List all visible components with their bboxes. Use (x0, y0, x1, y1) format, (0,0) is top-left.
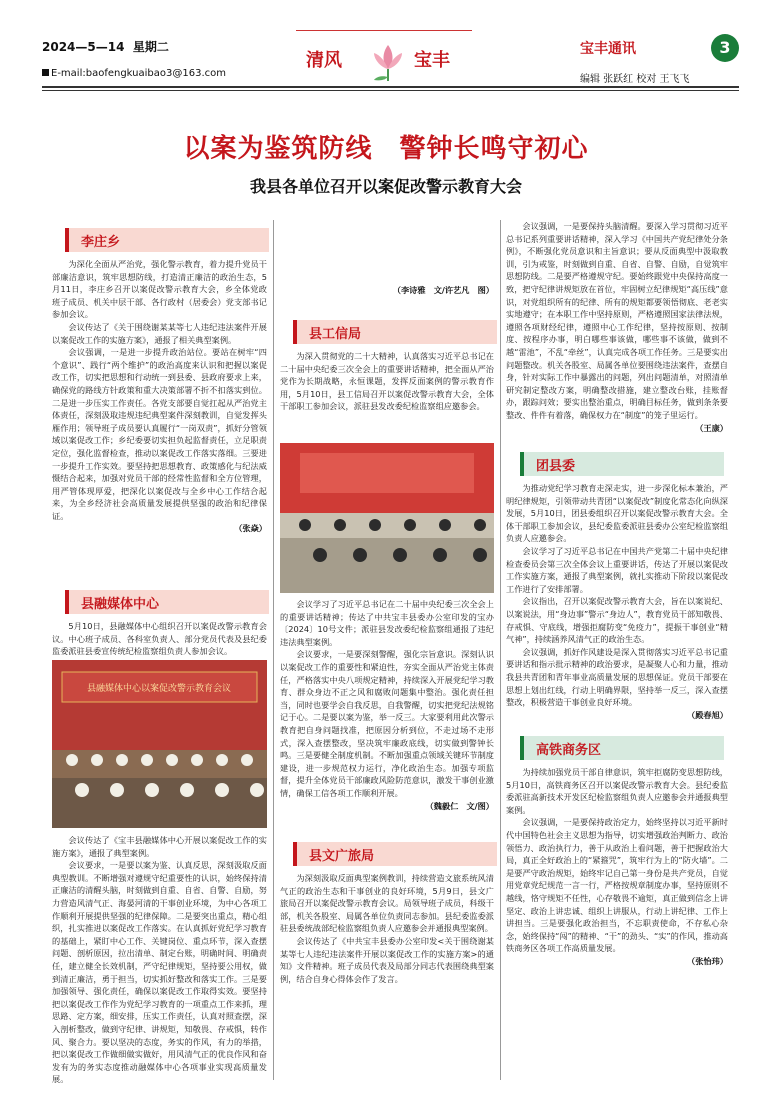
section-header-gongxin: 县工信局 (293, 320, 497, 344)
author-rongmeiti: （李诗雅 文/许艺凡 图） (392, 285, 494, 295)
article-rongmeiti-intro: 5月10日，县融媒体中心组织召开以案促改警示教育会议。中心班子成员、各科室负责人、部分党员代表及县纪委监委派驻县委宣传统纪检监察组负责人参加会议。 (52, 621, 267, 657)
article-lizhuang: 为深化全面从严治党，强化警示教育，着力提升党员干部廉洁意识，筑牢思想防线，打造清正廉洁的政治生态，5月11日，李庄乡召开以案促改警示教育大会，乡全体党政班子成员、机关中层干部、各行政村（居委会）党支部书记参加会议。 会议传达了《关于围绕谢某某等七人违纪违法案件开展以案促改工作的实施方案》，通报了相关典型案例。 会议强调，一是进一步提升政治站位。要站在树牢“四个意识”、践行“两个维护”的政治高度来认识和把握以案促改工作，切实把思想和行动统一到县委、县政府要求上来，确保党的路线方针政策和重大决策部署不折不扣落实到位。二是进一步压实工作责任。各党支部要自觉扛起从严治党主体责任，深刻汲取违规违纪典型案件深刻教训，自觉发挥头雁作用；领导班子成员要认真履行“一岗双责”，抓好分管领域以案促改工作；乡纪委要切实担负起监督责任，立足职责定位，强化监督检查，推动以案促改工作落实落细。三要进一步提升工作实效。要坚持把思想教育、政策感化与纪法威慑结合起来，加强对党员干部的经常性监督和全方位管理，用严管体现厚爱，把深化以案促改与全乡中心工作结合起来，为全乡经济社会高质量发展提供坚强的政治和纪律保证。 （张焱） (52, 259, 267, 534)
masthead (296, 30, 472, 88)
author-guangbo: （王康） (695, 422, 728, 433)
lotus-icon (368, 37, 408, 83)
masthead-right: 宝丰 (414, 50, 450, 71)
photo-banner-text: 县融媒体中心以案促改警示教育会议 (86, 684, 232, 694)
author-lizhuang: （张焱） (234, 523, 267, 534)
main-headline: 以案为鉴筑防线 警钟长鸣守初心 (183, 134, 589, 164)
article-gaotie: 为持续加强党员干部自律意识，筑牢拒腐防变思想防线，5月10日，高铁商务区召开以案促改警示教育大会。县纪委监委派驻高新技术开发区纪检监察组负责人应邀参会并通报典型案例。 会议强调，一是要保持政治定力，始终坚持以习近平新时代中国特色社会主义思想为指导，切实增强政治判断力、政治领悟力、政治执行力，善于从政治上看问题，善于把握政治大局，真正全好政治上的“紧箍咒”，筑牢行为上的“防火墙”。二是要严守政治规矩，始终牢记自己第一身份是共产党员，自觉用党章党纪规范一言一行，严格按规章制度办事，坚持原则不越线，恪守规矩不任性，心存敬畏不逾矩，真正做到信念上讲坚定、政治上讲忠诚、组织上讲服从，行动上讲纪律、工作上讲担当。三是要强化政治担当，不忘职责使命，不存私心杂念，始终保持“闯”的精神、“干”的劲头、“实”的作风，推动高铁商务区各项工作高质量发展。 （张怡玮） (506, 767, 728, 966)
article-guangbo-part2: 会议强调，一是要保持头脑清醒。要深入学习贯彻习近平总书记系列重要讲话精神，深入学习《中国共产党纪律处分条例》，不断强化党员意识和主旨意识；要从反面典型中汲取教训，引为戒鉴，时刻做到自重、自省、自警、自励，自觉筑牢思想防线。二是要严格遵规守纪。要始终跟党中央保持高度一致，把守纪律讲规矩放在首位，牢固树立纪律规矩“高压线”意识，对党组织所有的纪律、所有的规矩都要领悟彻底、老老实实地遵守；在本职工作中坚持原则，严格遵照国家法律法规，遵照各项财经纪律，遵照中心工作纪律，坚持按原则、按制度、按程序办事，明白哪些事该做，哪些事不该做，做到不越“雷池”，不乱“牵丝”，认真完成各项工作任务。三是要实出问题整改。机关各股室、局属各单位要围绕违法案件，查摆自身，针对实际工作中暴露出的问题，列出问题清单，对照清单研究制定整改方案，明确整改措施，建立整改台账，挂账督办，跟踪问效；要实出整治重点，明确目标任务，做到条条要整改、件件有着落，确保权力在“制度”的笼子里运行。 （王康） (506, 221, 728, 433)
meeting-photo-illustration (280, 443, 494, 593)
photo-gongxin-meeting (280, 443, 494, 593)
section-header-gaotie: 高铁商务区 (520, 736, 724, 760)
article-gongxin-body: 会议学习了习近平总书记在二十届中央纪委三次全会上的重要讲话精神；传达了中共宝丰县委办公室印发的宝办〔2024〕10号文件；派驻县发改委纪检监察组通报了违纪违法典型案例。 会议要求，一是要深刻警醒，强化宗旨意识。深刻认识以案促改工作的重要性和紧迫性，夯实全面从严治党主体责任，严格落实中央八项规定精神，持续深入开展党纪学习教育、群众身边不正之风和腐败问题集中整治。强化责任担当，同时也要学会自我反思，自我警醒，切实把党纪法规铭记于心。二是要以案为鉴，举一反三。大家要利用此次警示教育把自身问题找准，把原因分析到位，不走过场不走形式，深入查摆整改，坚决筑牢廉政底线，切实做到警钟长鸣。三是要健全制度机制。不断加强重点领域关键环节制度建设，进一步规范权力运行，净化政治生态。加强专项监督，提升全体党员干部廉政风险防范意识，激发干事创业激情，确保工信各项工作顺利开展。 （魏毅仁 文/图） (280, 599, 494, 811)
editor-credits: 编辑 张跃红 校对 王飞飞 (580, 74, 690, 85)
author-gongxin: （魏毅仁 文/图） (425, 800, 494, 811)
column-divider (273, 220, 274, 1080)
article-rongmeiti-continued (280, 220, 494, 300)
article-rongmeiti-body: 会议传达了《宝丰县融媒体中心开展以案促改工作的实施方案》，通报了典型案例。 会议要求，一是要以案为鉴、认真反思，深刻汲取反面典型教训。不断增强对遵规守纪重要性的认识，始终保持清正廉洁的清醒头脑，时刻做到自重、自省、自警、自励，努力营造风清气正、海晏河清的干事创业环境，为中心各项工作顺利开展提供坚强的纪律保障。二是要突出重点，精心组织，扎实推进以案促改工作落实。在认真抓好党纪学习教育的基础上，紧盯中心工作、关键岗位、重点环节，深入查摆问题、剖析原因，拉出清单、制定台账，明确时间、明确责任，建立健全长效机制，严守纪律规矩，坚持要公用权，做到清正廉洁，勇于担当，切实抓好整改和落实工作。三是要加强领导、强化责任，确保以案促改工作取得实效。要坚持把以案促改工作作为党纪学习教育的一项重点工作来抓，理思路、定方案，细安排，压实工作责任，认真对照查摆，深入剖析整改，做到守纪律、讲规矩，知敬畏、存戒惧，转作风、聚合力。要以坚决的态度，务实的作风，有力的举措，把以案促改工作做细做实做好，用风清气正的优良作风和奋发有为的务实态度推动融媒体中心各项事业实现高质量发展。 (52, 835, 267, 1085)
section-header-rongmeiti: 县融媒体中心 (65, 590, 269, 614)
section-header-guangbo: 县文广旅局 (293, 842, 497, 866)
column-divider (500, 220, 501, 1080)
sub-headline: 我县各单位召开以案促改警示教育大会 (249, 177, 522, 196)
header-rule-thin (42, 90, 739, 91)
section-header-lizhuang: 李庄乡 (65, 228, 269, 252)
article-guangbo-part1: 为深刻汲取反面典型案例教训，持续营造文旅系统风清气正的政治生态和干事创业的良好环境，5月9日，县文广旅局召开以案促改警示教育会议。局领导班子成员，科级干部，机关各股室、局属各单位负责同志参加。县纪委监委派驻县委统战部纪检监察组负责人应邀参会并通报典型案例。 会议传达了《中共宝丰县委办公室印发<关于围绕谢某某等七人违纪违法案件开展以案促改工作的实施方案>的通知》文件精神。班子成员代表及局部分同志代表围绕典型案例，结合自身心得体会作了发言。 (280, 873, 494, 984)
photo-rongmeiti-meeting (52, 660, 267, 828)
author-tuanxianwei: （殿春旭） (687, 709, 728, 720)
meeting-photo-illustration (52, 660, 267, 828)
author-gaotie: （张怡玮） (687, 955, 728, 966)
masthead-left: 清风 (306, 50, 342, 71)
header-rule (42, 86, 739, 88)
issue-date: 2024—5—14 星期二 (42, 40, 169, 54)
article-gongxin-intro: 为深入贯彻党的二十大精神，认真落实习近平总书记在二十届中央纪委三次全会上的重要讲话精神，把全面从严治党作为长期战略，永恒课题，发挥反面案例的警示教育作用，5月10日，县工信局召开以案促改警示教育大会，全体干部职工参加会议，派驻县发改委纪检监察组应邀参会。 (280, 351, 494, 412)
contact-email: E-mail:baofengkuaibao3@163.com (42, 68, 226, 79)
page-number-badge: 3 (711, 34, 739, 62)
section-header-tuanxianwei: 团县委 (520, 452, 724, 476)
article-tuanxianwei: 为推动党纪学习教育走深走实，进一步深化标本兼治，严明纪律规矩，引领带动共青团“以案促改”制度化常态化向纵深发展，5月10日，团县委组织召开以案促改警示教育大会。全体干部职工参加会议，县纪委监委派驻县委办公室纪检监察组负责人应邀参会。 会议学习了习近平总书记在中国共产党第二十届中央纪律检查委员会第三次全体会议上重要讲话，传达了开展以案促改工作实施方案，通报了典型案例，就扎实推动下阶段以案促改工作进行了安排部署。 会议指出，召开以案促改警示教育大会，旨在以案说纪、以案说法，用“身边事”警示“身边人”，教育党员干部知敬畏、存戒惧、守底线，增强拒腐防变“免疫力”，提振干事创业“精气神”，持续涵养风清气正的政治生态。 会议强调，抓好作风建设是深入贯彻落实习近平总书记重要讲话和指示批示精神的政治要求，是凝聚人心和力量，推动我县共青团和青年事业高质量发展的思想保证。党员干部要在思想上划出红线，行动上明确界限，坚持举一反三，深入查摆整改，积极营造干事创业良好环境。 （殿春旭） (506, 483, 728, 720)
paper-name: 宝丰通讯 (580, 41, 636, 57)
